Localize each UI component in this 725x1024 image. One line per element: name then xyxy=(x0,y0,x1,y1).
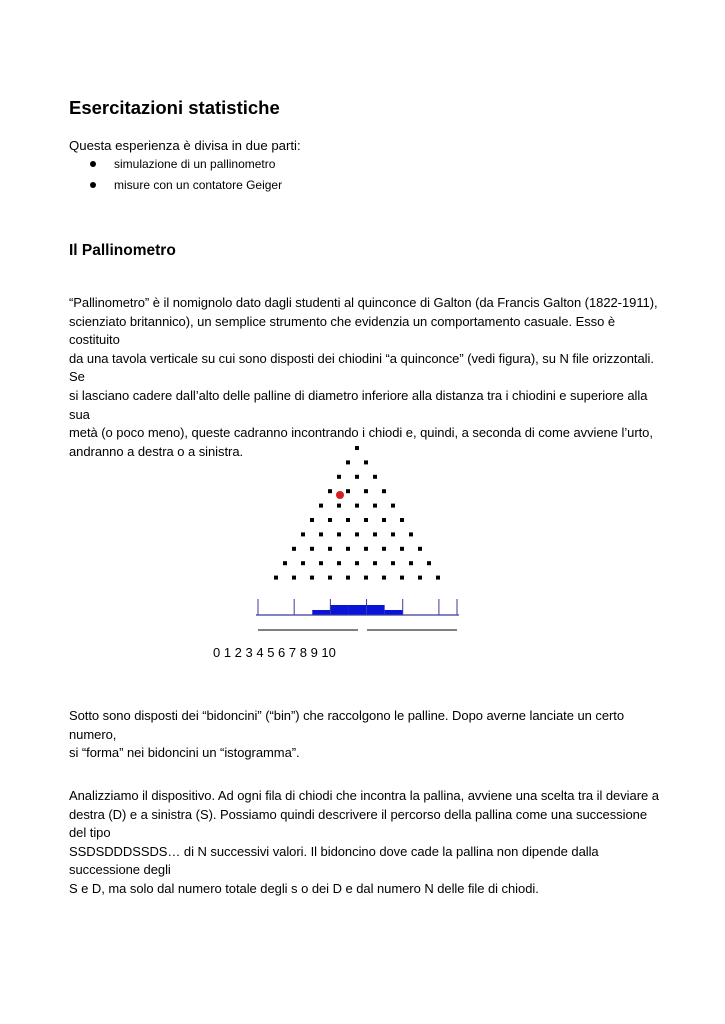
peg-dot xyxy=(301,532,305,536)
peg-dot xyxy=(328,576,332,580)
peg-dot xyxy=(355,475,359,479)
peg-dot xyxy=(310,518,314,522)
text-line: Analizziamo il dispositivo. Ad ogni fila di chiodi che incontra la pallina, avviene una scelta tra il deviare a xyxy=(69,788,659,803)
ball-dot xyxy=(336,491,344,499)
peg-dot xyxy=(283,561,287,565)
peg-dot xyxy=(301,561,305,565)
paragraph-galton xyxy=(69,294,659,461)
histogram-bar xyxy=(367,605,385,615)
text-line: scienziato britannico), un semplice strumento che evidenzia un comportamento casuale. Esso è costituito xyxy=(69,313,616,348)
peg-dot xyxy=(382,489,386,493)
text-line: metà (o poco meno), queste cadranno incontrando i chiodi e, quindi, a seconda di come avviene l’urto, xyxy=(69,425,653,441)
peg-dot xyxy=(310,576,314,580)
text-line: si lasciano cadere dall’alto delle palline di diametro inferiore alla distanza tra i chiodini e superiore alla sua xyxy=(69,387,648,422)
galton-board-figure xyxy=(250,440,470,640)
peg-dot xyxy=(373,561,377,565)
bullet-icon xyxy=(90,182,96,188)
section-title: Il Pallinometro xyxy=(69,242,176,259)
text-line: Sotto sono disposti dei “bidoncini” (“bin”) che raccolgono le palline. Dopo averne lanciate un certo numero, xyxy=(69,708,625,742)
text-line: andranno a destra o a sinistra. xyxy=(69,443,244,459)
peg-dot xyxy=(328,547,332,551)
peg-dot xyxy=(382,576,386,580)
peg-dot xyxy=(364,460,368,464)
peg-dot xyxy=(355,504,359,508)
peg-dot xyxy=(328,518,332,522)
peg-dot xyxy=(355,532,359,536)
histogram-bar xyxy=(385,610,403,615)
peg-dot xyxy=(391,504,395,508)
peg-dot xyxy=(319,504,323,508)
text-line: SSDSDDDSSDS… di N successivi valori. Il bidoncino dove cade la pallina non dipende dalla successione degli xyxy=(69,843,599,878)
peg-dot xyxy=(382,547,386,551)
peg-dot xyxy=(292,547,296,551)
peg-dot xyxy=(346,489,350,493)
peg-dot xyxy=(355,561,359,565)
peg-dot xyxy=(400,518,404,522)
peg-dot xyxy=(409,532,413,536)
peg-dot xyxy=(319,532,323,536)
peg-dot xyxy=(373,475,377,479)
peg-dot xyxy=(418,547,422,551)
peg-dot xyxy=(328,489,332,493)
paragraph-analysis xyxy=(69,787,659,899)
text-line: S e D, ma solo dal numero totale degli s o dei D e dal numero N delle file di chiodi. xyxy=(69,880,539,896)
text-line: “Pallinometro” è il nomignolo dato dagli studenti al quinconce di Galton (da Francis Galton (1822-1911), xyxy=(69,295,658,310)
peg-dot xyxy=(382,518,386,522)
peg-dot xyxy=(364,576,368,580)
peg-dot xyxy=(337,561,341,565)
peg-dot xyxy=(364,518,368,522)
peg-dot xyxy=(355,446,359,450)
peg-dot xyxy=(409,561,413,565)
text-line: da una tavola verticale su cui sono disposti dei chiodini “a quinconce” (vedi figura), su N file orizzontali. Se xyxy=(69,350,654,385)
peg-dot xyxy=(274,576,278,580)
peg-dot xyxy=(364,547,368,551)
histogram-bar xyxy=(348,605,366,615)
list-item-text: simulazione di un pallinometro xyxy=(114,157,276,171)
peg-dot xyxy=(337,532,341,536)
peg-dot xyxy=(400,576,404,580)
peg-dot xyxy=(400,547,404,551)
text-line: destra (D) e a sinistra (S). Possiamo quindi descrivere il percorso della pallina come una successione del tipo xyxy=(69,806,647,841)
parts-list xyxy=(69,156,282,198)
peg-dot xyxy=(346,460,350,464)
peg-dot xyxy=(373,504,377,508)
peg-dot xyxy=(319,561,323,565)
peg-dot xyxy=(364,489,368,493)
peg-dot xyxy=(427,561,431,565)
peg-dot xyxy=(292,576,296,580)
bin-number-labels: 0 1 2 3 4 5 6 7 8 9 10 xyxy=(213,645,336,660)
list-item xyxy=(69,177,282,198)
peg-dot xyxy=(373,532,377,536)
document-title: Esercitazioni statistiche xyxy=(69,97,280,118)
peg-dot xyxy=(337,475,341,479)
peg-dot xyxy=(391,561,395,565)
list-item xyxy=(69,156,282,177)
histogram-bar xyxy=(312,610,330,615)
list-item-text: misure con un contatore Geiger xyxy=(114,178,283,192)
intro-text: Questa esperienza è divisa in due parti: xyxy=(69,138,301,153)
peg-dot xyxy=(346,547,350,551)
peg-dot xyxy=(436,576,440,580)
paragraph-bins xyxy=(69,707,659,763)
peg-dot xyxy=(418,576,422,580)
peg-dot xyxy=(391,532,395,536)
bullet-icon xyxy=(90,161,96,167)
peg-dot xyxy=(310,547,314,551)
peg-dot xyxy=(337,504,341,508)
peg-dot xyxy=(346,576,350,580)
histogram-bar xyxy=(330,605,348,615)
peg-dot xyxy=(346,518,350,522)
text-line: si “forma” nei bidoncini un “istogramma”. xyxy=(69,745,300,761)
